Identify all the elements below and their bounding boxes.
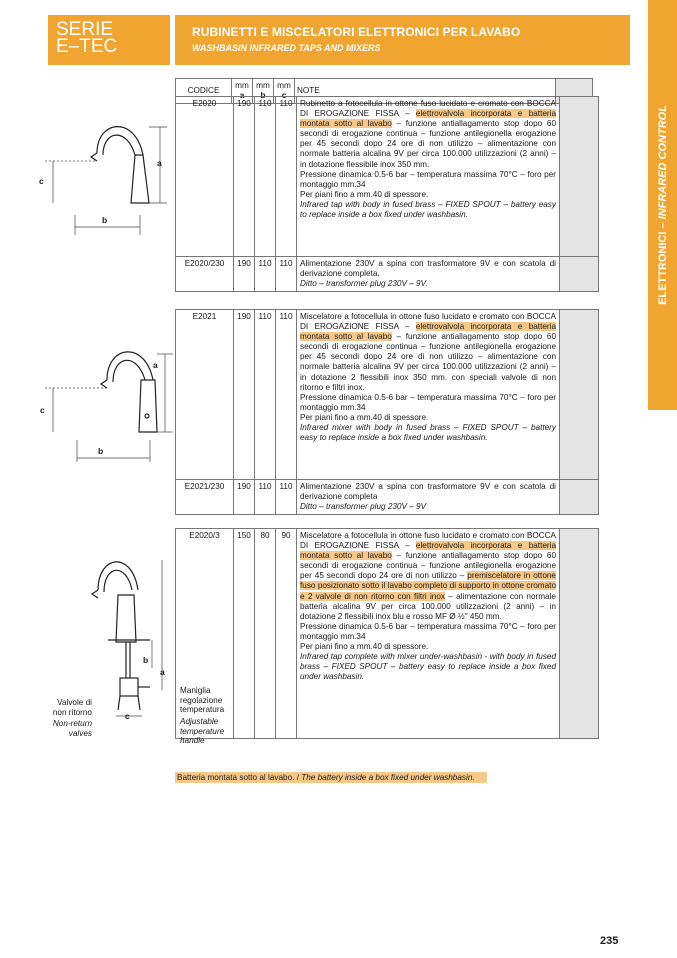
page-subtitle: WASHBASIN INFRARED TAPS AND MIXERS [192,43,381,53]
handle-label-it: Maniglia regolazione temperatura [180,686,225,715]
dim-b: 110 [255,310,276,480]
tap-drawing-e2020 [35,115,175,245]
dim-label-a: a [153,360,158,370]
dim-c: 90 [276,529,297,739]
row-shade [560,257,599,292]
col-code: CODICE [176,79,232,104]
dim-label-b: b [102,215,108,225]
series-line-2: E–TEC [56,36,118,57]
dim-a: 190 [234,310,255,480]
product-code: E2020/230 [176,257,234,292]
footnote: Batteria montata sotto al lavabo. / The battery inside a box fixed under washbasin. [175,772,487,783]
product-table-e2021 [175,309,599,515]
table-row [176,529,599,739]
product-table-e2020-3 [175,528,599,739]
dim-label-b: b [98,446,104,456]
table-row [176,480,599,515]
table-row [176,310,599,480]
col-a: mm a [232,79,253,104]
dim-a: 190 [234,480,255,515]
row-shade [560,480,599,515]
product-note: Miscelatore a fotocellula in ottone fuso lucidato e cromato con BOCCA DI EROGAZIONE FISSA – elettrovalvola incorporata e batteria montata sotto al lavabo – funzione antiallagamento stop dopo 60 secondi di erogazione continua – funzione antilegionella erogazione per 45 secondi dopo 24 ore di non utilizzo – alimentazione con normale batteria alcalina 9V per circa 100.000 utilizzazioni (2 anni) – in dotazione 2 flessibili inox 350 mm. con speciali valvole di non ritorno e filtri inox. Pressione dinamica 0.5-6 bar – temperatura massima 70°C – foro per montaggio mm.34 Per piani fino a mm.40 di spessore. Infrared mixer with body in fused brass – FIXED SPOUT – battery easy to replace inside a box fixed under washbasin. [297,310,560,480]
col-c: mm c [274,79,295,104]
product-note: Rubinetto a fotocellula in ottone fuso lucidato e cromato con BOCCA DI EROGAZIONE FISSA – elettrovalvola incorporata e batteria montata sotto al lavabo – funzione antiallagamento stop dopo 60 secondi di erogazione continua – funzione antilegionella erogazione per 45 secondi dopo 24 ore di non utilizzo – alimentazione con normale batteria alcalina 9V per circa 100.000 utilizzazioni (2 anni) – in dotazione flessibile inox 350 mm. Pressione dinamica 0.5-6 bar – temperatura massima 70°C – foro per montaggio mm.34 Per piani fino a mm.40 di spessore. Infrared tap with body in fused brass – FIXED SPOUT – battery easy to replace inside a box fixed under washbasin. [297,97,560,257]
dim-a: 190 [234,97,255,257]
dim-label-b: b [143,655,149,665]
dim-b: 110 [255,480,276,515]
dim-a: 150 [234,529,255,739]
row-shade [560,529,599,739]
product-note: Alimentazione 230V a spina con trasformatore 9V e con scatola di derivazione completa Ditto – transformer plug 230V – 9V [297,480,560,515]
dim-label-c: c [39,176,44,186]
dim-b: 80 [255,529,276,739]
dim-b: 110 [255,257,276,292]
col-note: NOTE [295,79,556,104]
product-code: E2021 [176,310,234,480]
row-shade [560,97,599,257]
valves-label-it: Valvole di non ritorno [52,698,92,717]
dim-b: 110 [255,97,276,257]
col-b: mm b [253,79,274,104]
product-table-e2020 [175,96,599,292]
category-label [657,105,669,305]
handle-label-en: Adjustable temperature handle [180,717,225,746]
series-line-1: SERIE [56,19,114,40]
row-shade [560,310,599,480]
series-badge [48,15,170,65]
category-label-en: INFRARED CONTROL [656,105,669,220]
dim-label-a: a [157,158,162,168]
dim-c: 110 [276,97,297,257]
dim-label-a: a [160,667,165,677]
product-code: E2020 [176,97,234,257]
dim-label-c: c [40,405,45,415]
product-note: Alimentazione 230V a spina con trasformatore 9V e con scatola di derivazione completa. Ditto – transformer plug 230V – 9V. [297,257,560,292]
table-row [176,257,599,292]
valves-label-en: Non-return valves [52,719,92,738]
dim-label-c: c [125,711,130,721]
product-code: E2020/3 [176,529,234,739]
product-note: Miscelatore a fotocellula in ottone fuso lucidato e cromato con BOCCA DI EROGAZIONE FISSA – elettrovalvola incorporata e batteria montata sotto al lavabo – funzione antiallagamento stop dopo 60 secondi di erogazione continua – funzione antilegionella erogazione per 45 secondi dopo 24 ore di non utilizzo – premiscelatore in ottone fuso posizionato sotto il lavabo completo di supporto in ottone cromato e 2 valvole di non ritorno con filtri inox – alimentazione con normale batteria alcalina 9V per circa 100.000 utilizzazioni (2 anni) – in dotazione 2 flessibili inox blu e rosso MF Ø ½" 450 mm. Pressione dinamica 0.5-6 bar – temperatura massima 70°C – foro per montaggio mm.34 Per piani fino a mm.40 di spessore. Infrared tap complete with mixer under-washbasin - with body in fused brass – FIXED SPOUT – battery easy to replace inside a box fixed under washbasin. [297,529,560,739]
tap-drawing-e2020-3 [90,550,180,730]
page-number: 235 [600,935,619,947]
table-row [176,97,599,257]
category-sidebar [648,0,677,410]
category-label-it: ELETTRONICI – [656,219,669,305]
product-code: E2021/230 [176,480,234,515]
page-header [175,15,630,65]
dim-c: 110 [276,257,297,292]
dim-c: 110 [276,310,297,480]
dim-c: 110 [276,480,297,515]
dim-a: 190 [234,257,255,292]
page-title: RUBINETTI E MISCELATORI ELETTRONICI PER LAVABO [192,25,521,39]
